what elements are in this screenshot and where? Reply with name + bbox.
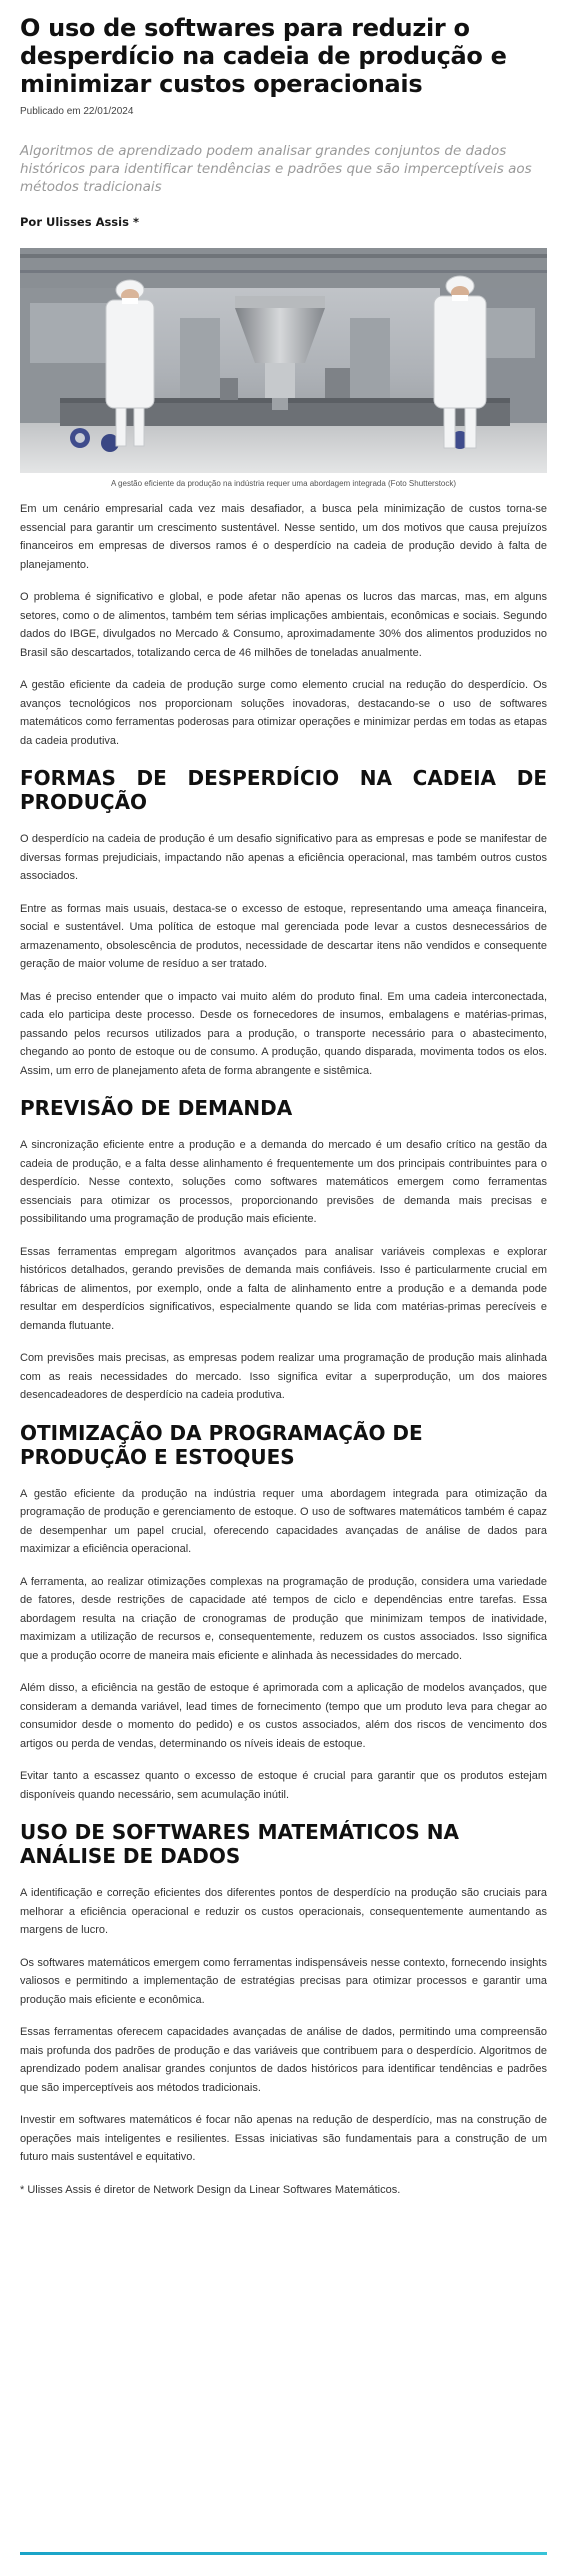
section-heading: USO DE SOFTWARES MATEMÁTICOS NA ANÁLISE DE DADOS xyxy=(20,1820,459,1868)
section-paragraph: Investir em softwares matemáticos é focar não apenas na redução de desperdício, mas na construção de operações mais inteligentes e resilientes. Essas iniciativas são fundamentais para a construção de um futuro mais sustentável e equitativo. xyxy=(20,2114,547,2163)
intro-paragraph: Em um cenário empresarial cada vez mais desafiador, a busca pela minimização de custos torna-se essencial para garantir um crescimento sustentável. Nesse sentido, um dos motivos que causa prejuízos financeiros em empresas de diversos ramos é o desperdício na cadeia de produção devido à falta de planejamento. xyxy=(20,503,547,571)
section-paragraph: A identificação e correção eficientes dos diferentes pontos de desperdício na produção são cruciais para melhorar a eficiência operacional e reduzir os custos operacionais, consequentemente aumentando as margens de lucro. xyxy=(20,1887,547,1936)
factory-photo xyxy=(20,248,547,473)
intro-paragraph: A gestão eficiente da cadeia de produção surge como elemento crucial na redução do desperdício. Os avanços tecnológicos nos proporcionam soluções inovadoras, destacando-se o uso de softwares matemáticos como ferramentas poderosas para otimizar operações e minimizar perdas em todas as etapas da cadeia produtiva. xyxy=(20,679,547,747)
intro-paragraph: O problema é significativo e global, e pode afetar não apenas os lucros das marcas, mas, em alguns setores, como o de alimentos, também tem sérias implicações ambientais, econômicas e sociais. Segundo dados do IBGE, divulgados no Mercado & Consumo, aproximadamente 30% dos alimentos produzidos no Brasil são descartados, totalizando cerca de 46 milhões de toneladas anualmente. xyxy=(20,591,547,659)
section-paragraph: A sincronização eficiente entre a produção e a demanda do mercado é um desafio crítico na gestão da cadeia de produção, e a falta desse alinhamento é frequentemente um dos principais contribuintes para o desperdício. Nesse contexto, soluções como softwares matemáticos emergem como ferramentas essenciais para otimizar os processos, proporcionando previsões de demanda mais precisas e possibilitando uma programação de produção mais eficiente. xyxy=(20,1139,547,1225)
section-paragraph: Mas é preciso entender que o impacto vai muito além do produto final. Em uma cadeia interconectada, cada elo participa deste processo. Desde os fornecedores de insumos, embalagens e matérias-primas, passando pelos recursos utilizados para a produção, o transporte necessário para o abastecimento, chegando ao ponto de estoque ou de consumo. A produção, quando disparada, movimenta todos os elos. Assim, um erro de planejamento afeta de forma abrangente e sistêmica. xyxy=(20,990,547,1077)
section-paragraph: Com previsões mais precisas, as empresas podem realizar uma programação de produção mais alinhada com as reais necessidades do mercado. Isso significa evitar a superprodução, um dos maiores desencadeadores de desperdício na cadeia produtiva. xyxy=(20,1352,547,1401)
article-author: Por Ulisses Assis * xyxy=(20,215,139,229)
publish-date: Publicado em 22/01/2024 xyxy=(20,106,134,117)
section-paragraph: Essas ferramentas empregam algoritmos avançados para analisar variáveis complexas e explorar históricos detalhados, gerando previsões de demanda mais confiáveis. Isso é particularmente crucial em fábricas de alimentos, por exemplo, onde a falta de alinhamento entre a produção e a demanda pode resultar em desperdícios significativos, especialmente quando se lida com matérias-primas perecíveis e demanda flutuante. xyxy=(20,1245,547,1332)
section-heading: PREVISÃO DE DEMANDA xyxy=(20,1096,293,1120)
article xyxy=(20,0,547,2199)
article-subtitle: Algoritmos de aprendizado podem analisar grandes conjuntos de dados históricos para identificar tendências e padrões que são imperceptíveis aos métodos tradicionais xyxy=(20,143,532,195)
article-title: O uso de softwares para reduzir o desperdício na cadeia de produção e minimizar custos operacionais xyxy=(20,14,507,98)
section-paragraph: Evitar tanto a escassez quanto o excesso de estoque é crucial para garantir que os produtos estejam disponíveis quando necessário, sem acumulação inútil. xyxy=(20,1770,547,1801)
section-paragraph: Além disso, a eficiência na gestão de estoque é aprimorada com a aplicação de modelos avançados, que consideram a demanda variável, lead times de fornecimento (tempo que um produto leva para chegar ao consumidor desde o momento do pedido) e os custos associados, além dos riscos de vencimento dos artigos ou perda de vendas, determinando os níveis ideais de estoque. xyxy=(20,1682,547,1750)
section-paragraph: A gestão eficiente da produção na indústria requer uma abordagem integrada para otimização da programação de produção e gerenciamento de estoque. O uso de softwares matemáticos também é capaz de desempenhar um papel crucial, oferecendo capacidades avançadas de análise de dados para maximizar a eficiência operacional. xyxy=(20,1487,547,1555)
section-paragraph: O desperdício na cadeia de produção é um desafio significativo para as empresas e pode se manifestar de diversas formas prejudiciais, impactando não apenas a eficiência operacional, mas também outros custos associados. xyxy=(20,833,547,882)
article-figure xyxy=(20,248,547,488)
section-paragraph: Entre as formas mais usuais, destaca-se o excesso de estoque, representando uma ameaça financeira, social e sustentável. Uma política de estoque mal gerenciada pode levar a custos desnecessários de armazenamento, obsolescência de produtos, necessidade de descartar itens não vendidos e consequente geração de maior volume de resíduo a ser tratado. xyxy=(20,902,547,970)
section-heading: OTIMIZAÇÃO DA PROGRAMAÇÃO DE PRODUÇÃO E ESTOQUES xyxy=(20,1420,423,1469)
footer-divider xyxy=(20,2552,547,2555)
section-paragraph: A ferramenta, ao realizar otimizações complexas na programação de produção, considera uma variedade de fatores, desde restrições de capacidade até tempos de ciclo e dependências entre tarefas. Essa abordagem resulta na criação de cronogramas de produção que minimizam tempos de inatividade, maximizam a utilização de recursos e, consequentemente, reduzem os custos associados. Isso significa que a produção ocorre de maneira mais eficiente e alinhada às necessidades do mercado. xyxy=(20,1575,547,1662)
section-paragraph: Essas ferramentas oferecem capacidades avançadas de análise de dados, permitindo uma compreensão mais profunda dos padrões de produção e das variáveis que contribuem para o desperdício. Algoritmos de aprendizado podem analisar grandes conjuntos de dados históricos para identificar tendências e padrões que são imperceptíveis aos métodos tradicionais. xyxy=(20,2026,547,2094)
image-caption: A gestão eficiente da produção na indústria requer uma abordagem integrada (Foto Shutterstock) xyxy=(110,479,457,488)
section-heading: FORMAS DE DESPERDÍCIO NA CADEIA DE PRODUÇÃO xyxy=(20,766,547,814)
author-footnote: * Ulisses Assis é diretor de Network Design da Linear Softwares Matemáticos. xyxy=(20,2183,401,2196)
section-paragraph: Os softwares matemáticos emergem como ferramentas indispensáveis nesse contexto, fornecendo insights valiosos e permitindo a implementação de estratégias precisas para otimizar processos e garantir uma produção mais eficiente e econômica. xyxy=(20,1956,547,2006)
